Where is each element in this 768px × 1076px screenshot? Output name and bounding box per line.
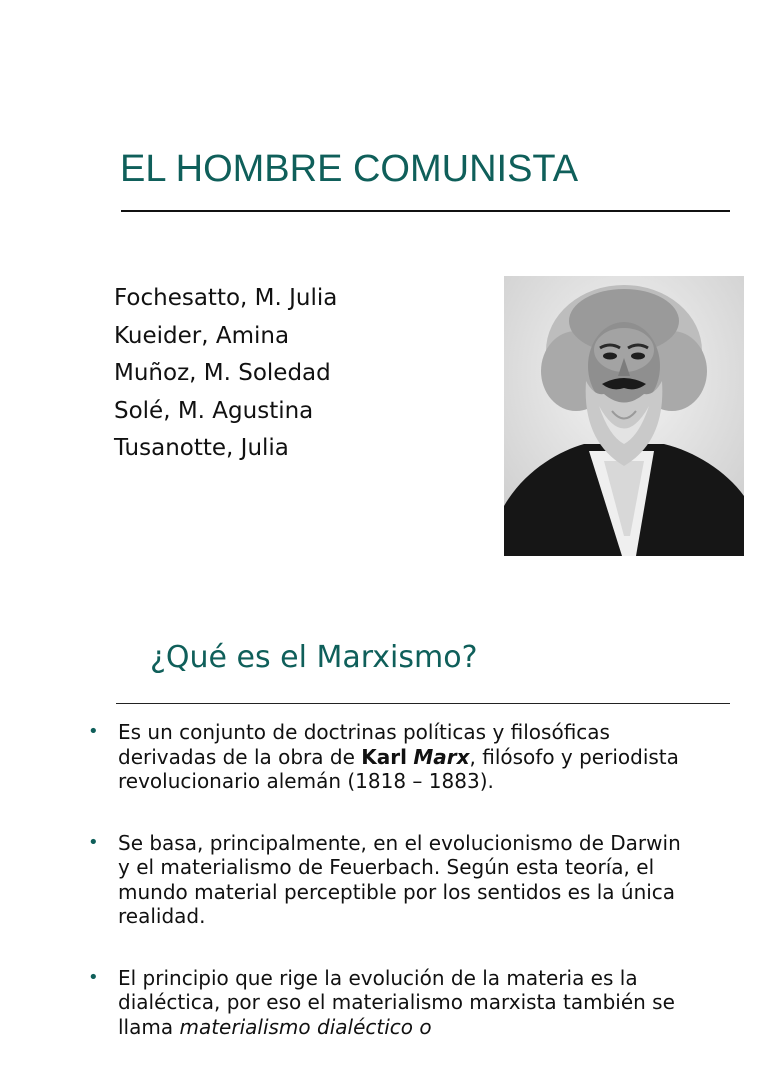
bearded-man-portrait-icon (504, 276, 744, 556)
bold-italic-name: Marx (413, 744, 470, 769)
bullet-text: Es un conjunto de doctrinas políticas y filosóficas derivadas de la obra de (118, 720, 610, 769)
bullet-dot-icon: • (88, 831, 99, 853)
section-divider (116, 703, 730, 704)
bullet-item (88, 831, 688, 929)
bullet-dot-icon: • (88, 966, 99, 988)
title-divider (121, 210, 730, 212)
author-item: Solé, M. Agustina (114, 397, 314, 424)
bold-name: Karl (361, 744, 407, 769)
author-list (114, 280, 337, 468)
bullet-dot-icon: • (88, 721, 99, 742)
author-item: Kueider, Amina (114, 322, 290, 349)
bullet-text: , filósofo y periodista revolucionario alemán (1818 – 1883). (118, 744, 679, 793)
bullet-text: El principio que rige la evolución de la materia es la dialéctica, por eso el materialismo marxista también se llama (118, 965, 675, 1039)
author-item: Tusanotte, Julia (114, 435, 289, 461)
karl-marx-portrait (504, 276, 744, 556)
section-title: ¿Qué es el Marxismo? (150, 640, 478, 675)
bullet-text: Se basa, principalmente, en el evolucionismo de Darwin y el materialismo de Feuerbach. Según esta teoría, el mundo material perceptible por los sentidos es la única realidad. (118, 830, 681, 928)
bullet-item (88, 720, 688, 794)
author-item: Muñoz, M. Soledad (114, 360, 331, 386)
italic-term: materialismo dialéctico o (179, 1014, 432, 1039)
bullet-item (88, 966, 688, 1040)
author-item: Fochesatto, M. Julia (114, 285, 338, 311)
bullet-list (88, 720, 688, 1076)
slide-title: EL HOMBRE COMUNISTA (120, 148, 579, 190)
